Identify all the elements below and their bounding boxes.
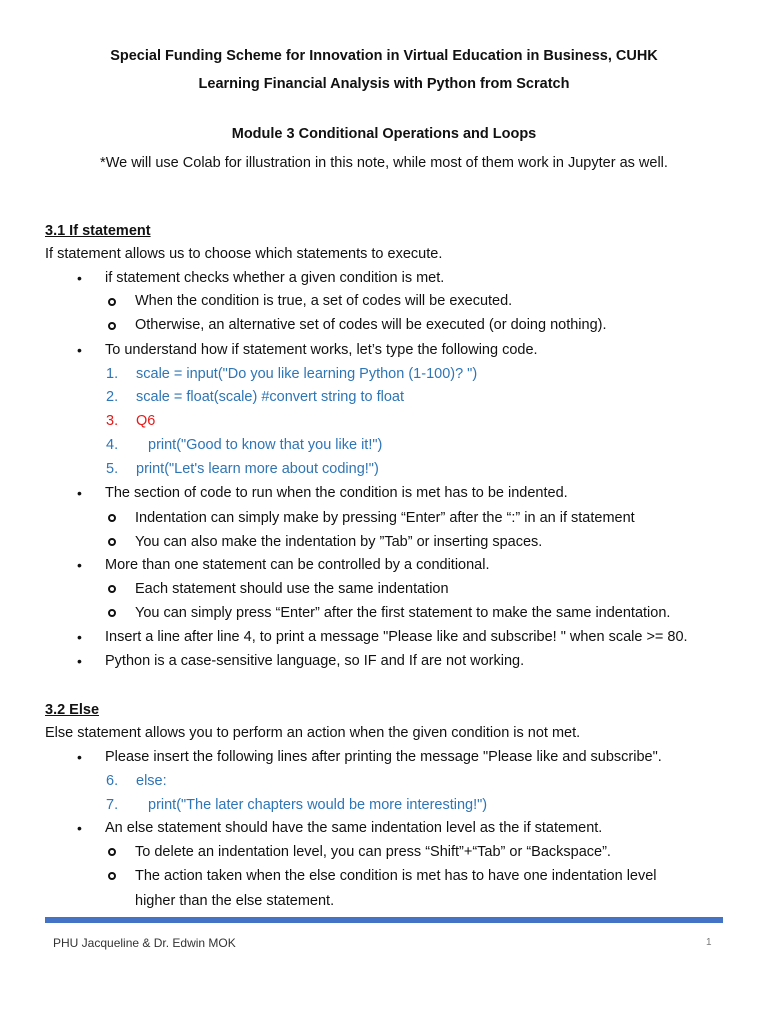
section-3-2-intro: Else statement allows you to perform an action when the given condition is not met. <box>45 725 581 741</box>
bullet-dot: • <box>77 485 82 501</box>
bullet-text: Python is a case-sensitive language, so IF and If are not working. <box>105 653 525 669</box>
bullet-text: Please insert the following lines after printing the message "Please like and subscribe". <box>105 749 662 765</box>
bullet-text: An else statement should have the same indentation level as the if statement. <box>105 820 603 836</box>
sub-bullet-circle <box>108 848 116 856</box>
footer-authors: PHU Jacqueline & Dr. Edwin MOK <box>53 936 236 950</box>
code-line: else: <box>136 773 167 789</box>
colab-note: *We will use Colab for illustration in this note, while most of them work in Jupyter as well. <box>100 155 668 171</box>
code-line-number: 1. <box>106 366 119 382</box>
header-line-2: Learning Financial Analysis with Python from Scratch <box>198 76 570 92</box>
bullet-dot: • <box>77 342 82 358</box>
code-line: scale = input("Do you like learning Python (1-100)? ") <box>136 366 478 382</box>
sub-bullet-text: You can simply press “Enter” after the first statement to make the same indentation. <box>135 605 671 621</box>
code-line: Q6 <box>136 413 156 429</box>
sub-bullet-text: When the condition is true, a set of codes will be executed. <box>135 293 513 309</box>
sub-bullet-text-continued: higher than the else statement. <box>135 893 335 909</box>
page-number: 1 <box>706 937 712 948</box>
section-3-2-title: 3.2 Else <box>45 702 100 718</box>
sub-bullet-text: You can also make the indentation by ”Tab” or inserting spaces. <box>135 534 543 550</box>
sub-bullet-circle <box>108 322 116 330</box>
bullet-text: More than one statement can be controlled by a conditional. <box>105 557 490 573</box>
sub-bullet-text: Indentation can simply make by pressing “Enter” after the “:” in an if statement <box>135 510 635 526</box>
code-line-number: 7. <box>106 797 119 813</box>
bullet-text: The section of code to run when the condition is met has to be indented. <box>105 485 568 501</box>
code-line: print("Good to know that you like it!") <box>148 437 383 453</box>
code-line-number: 6. <box>106 773 119 789</box>
sub-bullet-text: Each statement should use the same indentation <box>135 581 449 597</box>
sub-bullet-circle <box>108 514 116 522</box>
code-line-number: 5. <box>106 461 119 477</box>
sub-bullet-text: Otherwise, an alternative set of codes will be executed (or doing nothing). <box>135 317 607 333</box>
bullet-text: if statement checks whether a given condition is met. <box>105 270 445 286</box>
sub-bullet-circle <box>108 872 116 880</box>
sub-bullet-circle <box>108 298 116 306</box>
bullet-dot: • <box>77 749 82 765</box>
bullet-dot: • <box>77 629 82 645</box>
code-line: print("The later chapters would be more interesting!") <box>148 797 488 813</box>
module-title: Module 3 Conditional Operations and Loops <box>231 126 537 142</box>
bullet-dot: • <box>77 557 82 573</box>
code-line: print("Let's learn more about coding!") <box>136 461 379 477</box>
sub-bullet-circle <box>108 585 116 593</box>
sub-bullet-circle <box>108 538 116 546</box>
bullet-dot: • <box>77 270 82 286</box>
sub-bullet-circle <box>108 609 116 617</box>
bullet-dot: • <box>77 653 82 669</box>
bullet-dot: • <box>77 820 82 836</box>
section-3-1-title: 3.1 If statement <box>45 223 151 239</box>
sub-bullet-text: The action taken when the else condition is met has to have one indentation level <box>135 868 657 884</box>
footer-rule <box>45 917 723 923</box>
header-line-1: Special Funding Scheme for Innovation in Virtual Education in Business, CUHK <box>110 48 658 64</box>
code-line: scale = float(scale) #convert string to float <box>136 389 404 405</box>
section-3-1-intro: If statement allows us to choose which statements to execute. <box>45 246 443 262</box>
code-line-number: 3. <box>106 413 119 429</box>
code-line-number: 2. <box>106 389 119 405</box>
bullet-text: Insert a line after line 4, to print a message "Please like and subscribe! " when scale >= 80. <box>105 629 688 645</box>
sub-bullet-text: To delete an indentation level, you can press “Shift”+“Tab” or “Backspace”. <box>135 844 611 860</box>
bullet-text: To understand how if statement works, let’s type the following code. <box>105 342 538 358</box>
code-line-number: 4. <box>106 437 119 453</box>
